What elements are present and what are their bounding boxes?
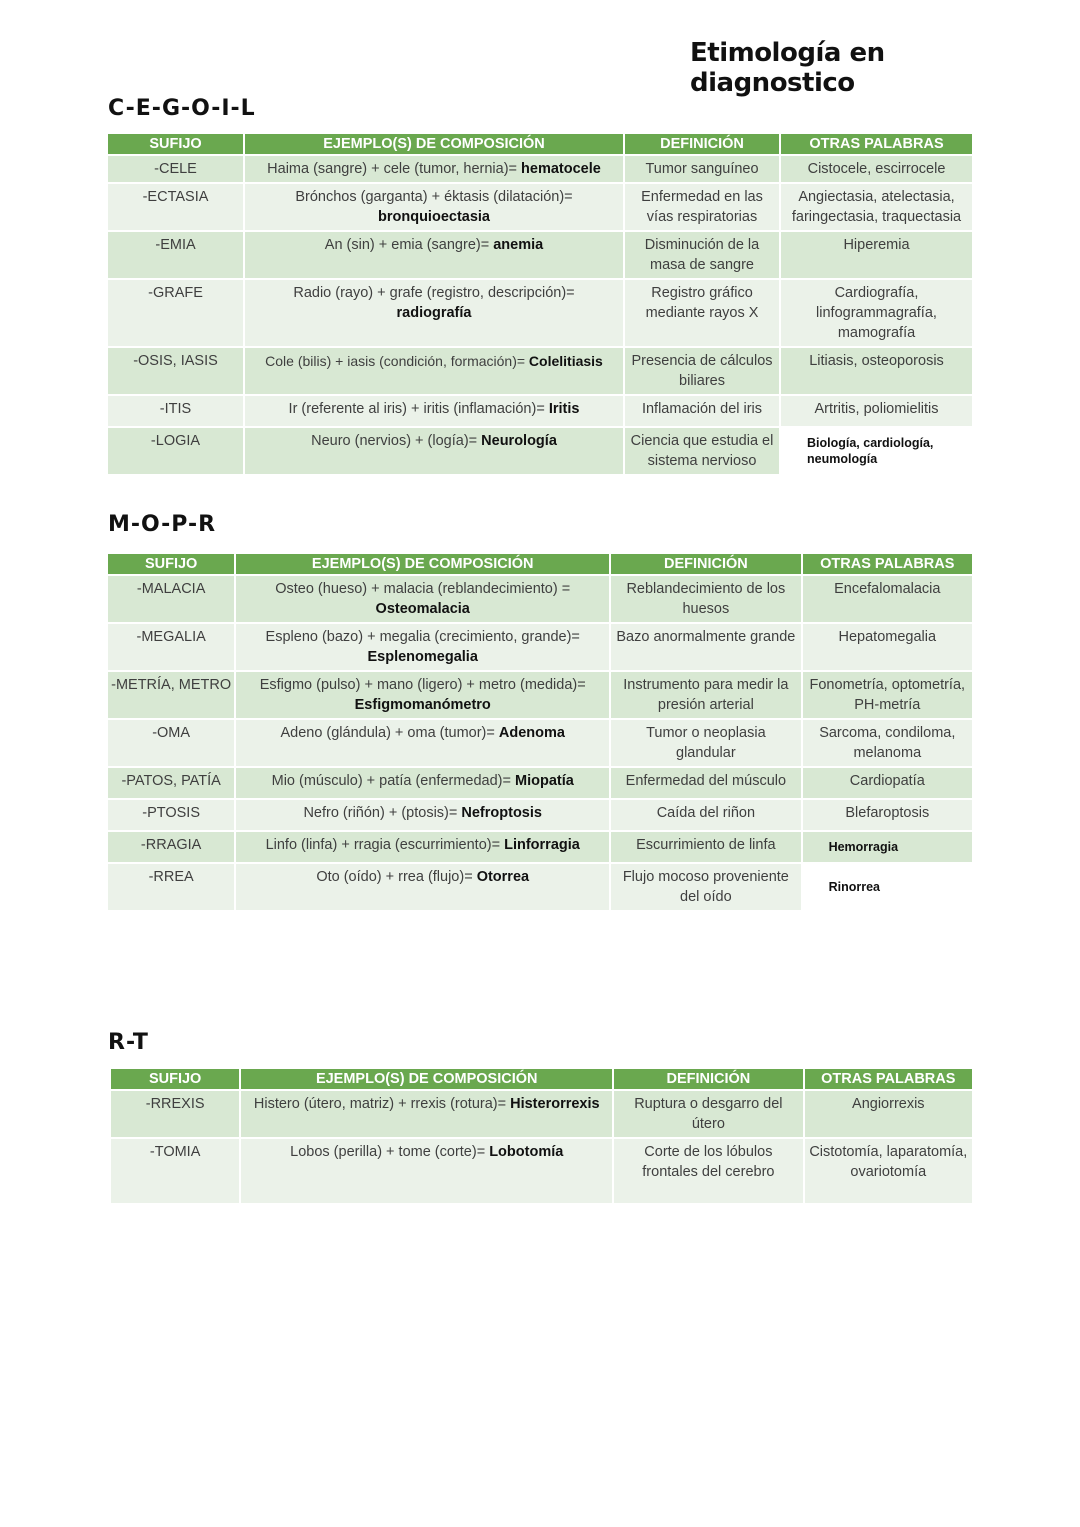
example-cell <box>245 280 623 346</box>
other-words-cell: Cistocele, escirrocele <box>781 156 972 182</box>
example-cell <box>236 720 609 766</box>
other-words-cell: Litiasis, osteoporosis <box>781 348 972 394</box>
example-cell <box>245 348 623 394</box>
header-definition: DEFINICIÓN <box>625 134 779 154</box>
example-word: Lobotomía <box>489 1144 564 1160</box>
definition-cell: Ruptura o desgarro del útero <box>614 1091 802 1137</box>
header-example: EJEMPLO(S) DE COMPOSICIÓN <box>241 1069 612 1089</box>
suffix-cell: -CELE <box>108 156 243 182</box>
table-row <box>108 576 972 622</box>
definition-cell: Disminución de la masa de sangre <box>625 232 779 278</box>
definition-cell: Enfermedad del músculo <box>611 768 800 798</box>
example-text: Osteo (hueso) + malacia (reblandecimiento) = <box>275 581 571 597</box>
header-suffix: SUFIJO <box>108 554 234 574</box>
example-cell <box>241 1091 612 1137</box>
example-word: Histerorrexis <box>510 1096 600 1112</box>
example-word: hematocele <box>521 161 601 177</box>
example-cell <box>245 396 623 426</box>
suffix-cell: -OSIS, IASIS <box>108 348 243 394</box>
table-row <box>108 800 972 830</box>
example-cell <box>236 768 609 798</box>
example-cell <box>245 428 623 474</box>
suffix-cell: -RRAGIA <box>108 832 234 862</box>
table-row <box>108 280 972 346</box>
example-word: bronquioectasia <box>378 209 490 225</box>
suffix-cell: -RREXIS <box>111 1091 239 1137</box>
table-row <box>108 184 972 230</box>
example-text: Neuro (nervios) + (logía)= <box>311 433 478 449</box>
suffix-table-rt <box>109 1067 974 1205</box>
example-text: An (sin) + emia (sangre)= <box>324 237 490 253</box>
other-words-cell: Blefaroptosis <box>803 800 972 830</box>
example-cell <box>236 624 609 670</box>
other-words-cell: Cardiopatía <box>803 768 972 798</box>
example-cell <box>245 184 623 230</box>
section-title-cegoil: C-E-G-O-I-L <box>108 96 256 121</box>
example-cell <box>236 800 609 830</box>
suffix-cell: -EMIA <box>108 232 243 278</box>
header-suffix: SUFIJO <box>111 1069 239 1089</box>
other-words-cell: Angiorrexis <box>805 1091 972 1137</box>
header-definition: DEFINICIÓN <box>614 1069 802 1089</box>
suffix-cell: -MALACIA <box>108 576 234 622</box>
example-text: Adeno (glándula) + oma (tumor)= <box>280 725 495 741</box>
example-text: Esfigmo (pulso) + mano (ligero) + metro (medida)= <box>259 677 586 693</box>
suffix-cell: -OMA <box>108 720 234 766</box>
example-text: Radio (rayo) + grafe (registro, descripción)= <box>293 285 575 301</box>
header-other-words: OTRAS PALABRAS <box>805 1069 972 1089</box>
table-row <box>111 1139 972 1203</box>
suffix-cell: -PTOSIS <box>108 800 234 830</box>
other-words-cell: Hiperemia <box>781 232 972 278</box>
table-header-row <box>108 554 972 574</box>
header-definition: DEFINICIÓN <box>611 554 800 574</box>
definition-cell: Ciencia que estudia el sistema nervioso <box>625 428 779 474</box>
other-words-cell: Artritis, poliomielitis <box>781 396 972 426</box>
other-words-cell: Hepatomegalia <box>803 624 972 670</box>
example-cell <box>236 576 609 622</box>
suffix-cell: -RREA <box>108 864 234 910</box>
example-cell <box>236 832 609 862</box>
example-cell <box>241 1139 612 1203</box>
table-header-row <box>108 134 972 154</box>
table-row <box>108 348 972 394</box>
table-row <box>108 232 972 278</box>
suffix-table-cegoil <box>106 132 974 476</box>
example-cell <box>236 864 609 910</box>
example-text: Cole (bilis) + iasis (condición, formación)= <box>265 353 526 369</box>
definition-cell: Inflamación del iris <box>625 396 779 426</box>
definition-cell: Enfermedad en las vías respiratorias <box>625 184 779 230</box>
suffix-cell: -TOMIA <box>111 1139 239 1203</box>
suffix-cell: -ECTASIA <box>108 184 243 230</box>
example-text: Brónchos (garganta) + éktasis (dilatación)= <box>295 189 573 205</box>
other-words-cell: Rinorrea <box>803 864 972 910</box>
table-header-row <box>111 1069 972 1089</box>
other-words-cell: Angiectasia, atelectasia, faringectasia, traquectasia <box>781 184 972 230</box>
example-text: Linfo (linfa) + rragia (escurrimiento)= <box>265 837 501 853</box>
definition-cell: Corte de los lóbulos frontales del cerebro <box>614 1139 802 1203</box>
example-word: anemia <box>493 237 544 253</box>
section-title-mopr: M-O-P-R <box>108 512 217 537</box>
table-row <box>108 832 972 862</box>
other-words-cell: Encefalomalacia <box>803 576 972 622</box>
suffix-cell: -METRÍA, METRO <box>108 672 234 718</box>
other-words-cell: Hemorragia <box>803 832 972 862</box>
table-row <box>108 672 972 718</box>
table-row <box>108 720 972 766</box>
header-other-words: OTRAS PALABRAS <box>803 554 972 574</box>
definition-cell: Flujo mocoso proveniente del oído <box>611 864 800 910</box>
suffix-cell: -GRAFE <box>108 280 243 346</box>
page-title: Etimología en diagnostico <box>690 38 885 98</box>
example-word: Miopatía <box>515 773 574 789</box>
example-text: Ir (referente al iris) + iritis (inflamación)= <box>288 401 545 417</box>
example-cell <box>245 232 623 278</box>
other-words-cell: Biología, cardiología, neumología <box>781 428 972 474</box>
definition-cell: Caída del riñon <box>611 800 800 830</box>
example-text: Haima (sangre) + cele (tumor, hernia)= <box>267 161 517 177</box>
definition-cell: Tumor sanguíneo <box>625 156 779 182</box>
table-row <box>111 1091 972 1137</box>
example-word: Osteomalacia <box>375 601 470 617</box>
definition-cell: Tumor o neoplasia glandular <box>611 720 800 766</box>
definition-cell: Escurrimiento de linfa <box>611 832 800 862</box>
example-word: radiografía <box>396 305 472 321</box>
definition-cell: Registro gráfico mediante rayos X <box>625 280 779 346</box>
definition-cell: Reblandecimiento de los huesos <box>611 576 800 622</box>
example-text: Nefro (riñón) + (ptosis)= <box>303 805 458 821</box>
example-text: Mio (músculo) + patía (enfermedad)= <box>271 773 511 789</box>
definition-cell: Instrumento para medir la presión arterial <box>611 672 800 718</box>
suffix-cell: -MEGALIA <box>108 624 234 670</box>
other-words-cell: Fonometría, optometría, PH-metría <box>803 672 972 718</box>
other-words-cell: Cardiografía, linfogrammagrafía, mamografía <box>781 280 972 346</box>
table-row <box>108 156 972 182</box>
suffix-cell: -PATOS, PATÍA <box>108 768 234 798</box>
suffix-table-mopr <box>106 552 974 912</box>
example-cell <box>236 672 609 718</box>
other-words-cell: Cistotomía, laparatomía, ovariotomía <box>805 1139 972 1203</box>
example-word: Colelitiasis <box>528 353 603 369</box>
example-word: Esplenomegalia <box>367 649 478 665</box>
header-example: EJEMPLO(S) DE COMPOSICIÓN <box>245 134 623 154</box>
definition-cell: Bazo anormalmente grande <box>611 624 800 670</box>
example-word: Nefroptosis <box>461 805 542 821</box>
other-words-cell: Sarcoma, condiloma, melanoma <box>803 720 972 766</box>
definition-cell: Presencia de cálculos biliares <box>625 348 779 394</box>
example-text: Espleno (bazo) + megalia (crecimiento, grande)= <box>265 629 580 645</box>
example-cell <box>245 156 623 182</box>
example-word: Esfigmomanómetro <box>354 697 491 713</box>
example-word: Linforragia <box>504 837 580 853</box>
example-text: Lobos (perilla) + tome (corte)= <box>290 1144 486 1160</box>
example-word: Adenoma <box>498 725 565 741</box>
example-word: Otorrea <box>476 869 530 885</box>
header-other-words: OTRAS PALABRAS <box>781 134 972 154</box>
section-title-rt: R-T <box>108 1030 149 1055</box>
table-row <box>108 624 972 670</box>
example-word: Neurología <box>481 433 557 449</box>
table-row <box>108 396 972 426</box>
header-suffix: SUFIJO <box>108 134 243 154</box>
example-text: Oto (oído) + rrea (flujo)= <box>316 869 473 885</box>
header-example: EJEMPLO(S) DE COMPOSICIÓN <box>236 554 609 574</box>
suffix-cell: -LOGIA <box>108 428 243 474</box>
table-row <box>108 768 972 798</box>
example-text: Histero (útero, matriz) + rrexis (rotura)= <box>253 1096 507 1112</box>
table-row <box>108 428 972 474</box>
table-row <box>108 864 972 910</box>
example-word: Iritis <box>548 401 580 417</box>
suffix-cell: -ITIS <box>108 396 243 426</box>
